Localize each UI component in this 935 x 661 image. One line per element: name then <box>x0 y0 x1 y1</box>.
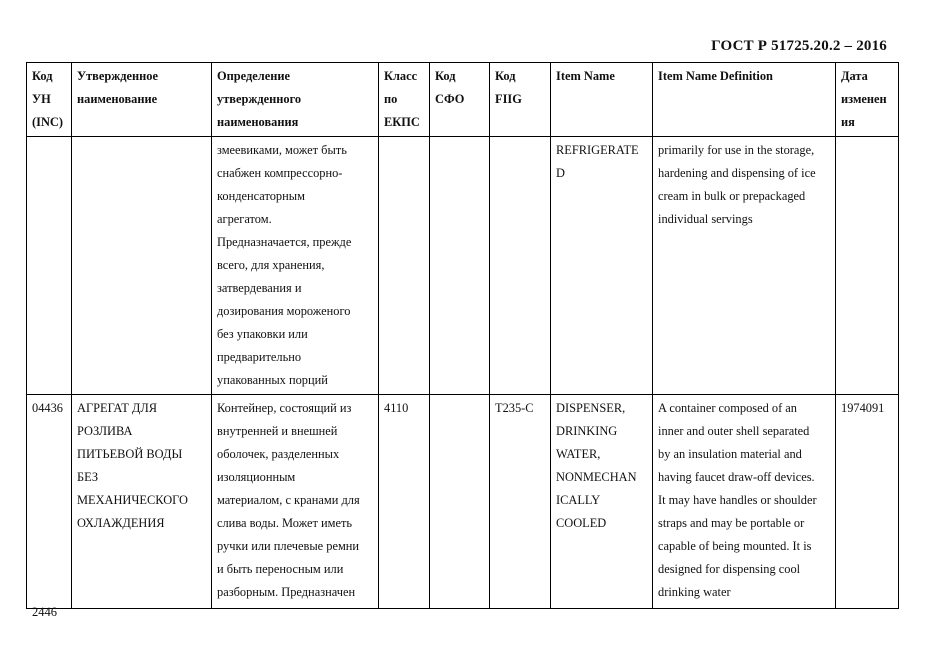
cell-inc <box>27 137 72 395</box>
col-header-change-date: Дата изменен ия <box>836 63 899 137</box>
cell-item-name: REFRIGERATE D <box>551 137 653 395</box>
cell-ekps-class: 4110 <box>379 395 430 609</box>
cell-ekps-class <box>379 137 430 395</box>
cell-definition: змеевиками, может быть снабжен компрессорно- конденсаторным агрегатом. Предназначается, прежде всего, для хранения, затвердевания и дозирования мороженого без упаковки или предварительно упакованных порций <box>212 137 379 395</box>
col-header-inc: Код УН (INC) <box>27 63 72 137</box>
cell-change-date: 1974091 <box>836 395 899 609</box>
col-header-definition: Определение утвержденного наименования <box>212 63 379 137</box>
table-row <box>27 137 899 395</box>
cell-sfo-code <box>430 395 490 609</box>
page-number: 2446 <box>32 605 57 619</box>
col-header-item-name: Item Name <box>551 63 653 137</box>
table-row <box>27 395 899 609</box>
cell-sfo-code <box>430 137 490 395</box>
cell-fiig-code <box>490 137 551 395</box>
cell-fiig-code: T235-C <box>490 395 551 609</box>
cell-approved-name <box>72 137 212 395</box>
col-header-fiig-code: Код FIIG <box>490 63 551 137</box>
cell-item-definition: A container composed of an inner and outer shell separated by an insulation material and having faucet draw-off devices. It may have handles or shoulder straps and may be portable or capable of being mounted. It is designed for dispensing cool drinking water <box>653 395 836 609</box>
cell-definition: Контейнер, состоящий из внутренней и внешней оболочек, разделенных изоляционным материалом, с кранами для слива воды. Может иметь ручки или плечевые ремни и быть переносным или разборным. Предназначен <box>212 395 379 609</box>
document-title: ГОСТ Р 51725.20.2 – 2016 <box>711 38 887 54</box>
table-header-row <box>27 63 899 137</box>
col-header-item-definition: Item Name Definition <box>653 63 836 137</box>
col-header-ekps-class: Класс по ЕКПС <box>379 63 430 137</box>
catalog-table <box>26 62 899 609</box>
col-header-approved-name: Утвержденное наименование <box>72 63 212 137</box>
cell-change-date <box>836 137 899 395</box>
cell-item-definition: primarily for use in the storage, hardening and dispensing of ice cream in bulk or prepackaged individual servings <box>653 137 836 395</box>
col-header-sfo-code: Код СФО <box>430 63 490 137</box>
cell-approved-name: АГРЕГАТ ДЛЯ РОЗЛИВА ПИТЬЕВОЙ ВОДЫ БЕЗ МЕХАНИЧЕСКОГО ОХЛАЖДЕНИЯ <box>72 395 212 609</box>
cell-item-name: DISPENSER, DRINKING WATER, NONMECHAN ICALLY COOLED <box>551 395 653 609</box>
cell-inc: 04436 <box>27 395 72 609</box>
